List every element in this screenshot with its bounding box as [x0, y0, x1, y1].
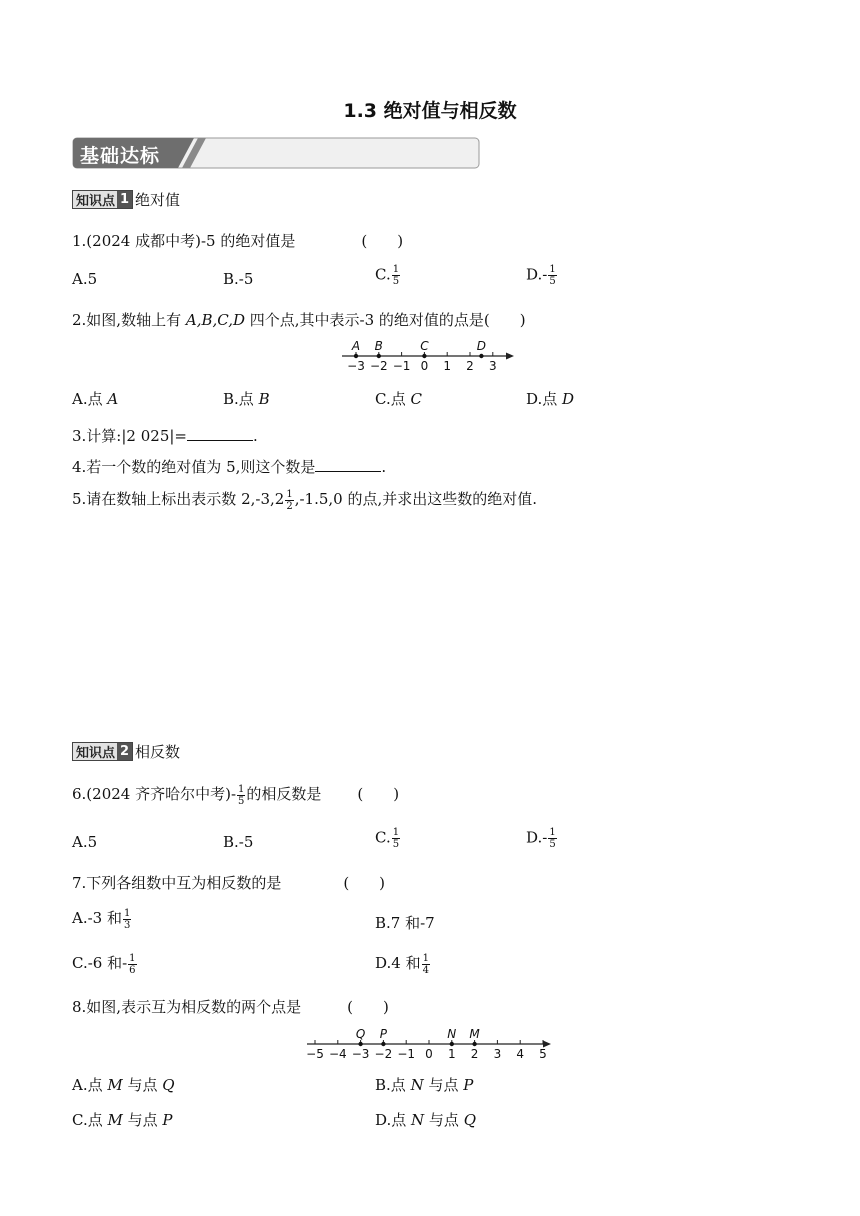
- axis-tick-label: −1: [392, 359, 411, 373]
- axis-tick-label: 3: [493, 1047, 502, 1061]
- point-label: D: [476, 339, 487, 353]
- point-marker: [358, 1042, 362, 1046]
- point-marker: [377, 354, 381, 358]
- point-marker: [381, 1042, 385, 1046]
- point-label: N: [447, 1027, 457, 1041]
- q1-option-d: D.- $\frac{1}{5}$: [526, 264, 556, 287]
- knowledge-point-number: 2: [117, 743, 132, 760]
- axis-tick-label: −2: [374, 1047, 393, 1061]
- knowledge-point-label: 绝对值: [135, 190, 181, 209]
- point-label: B: [374, 339, 383, 353]
- q6-option-c: C. $\frac{1}{5}$: [375, 827, 400, 850]
- question-3-stem: 3.计算:|2 025|= .: [72, 427, 258, 445]
- q8-option-a: A.点 M 与点 Q: [72, 1076, 175, 1094]
- q7-option-d: D.4 和 $\frac{1}{4}$: [375, 952, 429, 976]
- axis-tick-label: −1: [397, 1047, 416, 1061]
- axis-arrow: [506, 353, 514, 360]
- q8-option-d: D.点 N 与点 Q: [375, 1111, 477, 1129]
- point-label: M: [469, 1027, 480, 1041]
- point-label: P: [379, 1027, 388, 1041]
- point-marker: [354, 354, 358, 358]
- axis-tick-label: 1: [447, 1047, 456, 1061]
- q6-option-a: A.5: [72, 833, 98, 851]
- point-marker: [479, 354, 483, 358]
- number-line-q2: [340, 336, 520, 374]
- knowledge-point-2: [72, 741, 180, 761]
- axis-tick-label: −3: [347, 359, 365, 373]
- q7-option-a: A.-3 和 $\frac{1}{3}$: [72, 907, 131, 931]
- axis-tick-label: 0: [420, 359, 429, 373]
- question-1-stem: 1.(2024 成都中考)-5 的绝对值是 ( ): [72, 232, 404, 250]
- question-4-stem: 4.若一个数的绝对值为 5,则这个数是 .: [72, 458, 387, 476]
- point-label: C: [420, 339, 429, 353]
- axis-tick-label: 0: [425, 1047, 433, 1061]
- axis-tick-label: 1: [443, 359, 452, 373]
- q1-option-a: A.5: [72, 270, 98, 288]
- point-marker: [422, 354, 426, 358]
- axis-tick-label: −4: [328, 1047, 347, 1061]
- section-banner-title: 基础达标: [80, 145, 161, 167]
- q6-option-d: D.- $\frac{1}{5}$: [526, 827, 556, 850]
- knowledge-point-number: 1: [117, 191, 132, 208]
- question-5-stem: 5.请在数轴上标出表示数 2,-3,2 $\frac{1}{2}$ ,-1.5,0 的点,并求出这些数的绝对值.: [72, 488, 538, 512]
- q1-option-b: B.-5: [223, 270, 254, 288]
- axis-tick-label: 3: [488, 359, 497, 373]
- q8-option-c: C.点 M 与点 P: [72, 1111, 173, 1129]
- q8-option-b: B.点 N 与点 P: [375, 1076, 474, 1094]
- question-8-stem: 8.如图,表示互为相反数的两个点是 ( ): [72, 998, 389, 1016]
- q7-option-b: B.7 和-7: [375, 914, 435, 932]
- point-label: Q: [355, 1027, 366, 1041]
- axis-tick-label: 5: [539, 1047, 547, 1061]
- q2-option-a: A.点 A: [72, 390, 119, 408]
- question-2-stem: 2.如图,数轴上有 A,B,C,D 四个点,其中表示-3 的绝对值的点是( ): [72, 311, 526, 329]
- q2-option-c: C.点 C: [375, 390, 422, 408]
- page-title: 1.3 绝对值与相反数: [343, 100, 517, 122]
- axis-tick-label: −5: [306, 1047, 324, 1061]
- axis-tick-label: −2: [369, 359, 388, 373]
- question-6-stem: 6.(2024 齐齐哈尔中考)- $\frac{1}{5}$ 的相反数是 ( ): [72, 783, 400, 807]
- axis-tick-label: 2: [466, 359, 474, 373]
- q7-option-c: C.-6 和- $\frac{1}{6}$: [72, 952, 136, 976]
- q2-option-d: D.点 D: [526, 390, 575, 408]
- q2-option-b: B.点 B: [223, 390, 270, 408]
- knowledge-point-label: 相反数: [135, 742, 181, 761]
- axis-tick-label: 4: [516, 1047, 525, 1061]
- q6-option-b: B.-5: [223, 833, 254, 851]
- number-line-q8: [305, 1022, 557, 1062]
- answer-blank[interactable]: [187, 426, 253, 441]
- point-marker: [450, 1042, 454, 1046]
- axis-tick-label: −3: [351, 1047, 370, 1061]
- question-7-stem: 7.下列各组数中互为相反数的是 ( ): [72, 874, 386, 892]
- answer-blank[interactable]: [315, 457, 381, 472]
- axis-tick-label: 2: [470, 1047, 479, 1061]
- point-label: A: [351, 339, 361, 353]
- knowledge-point-tag: 知识点 1: [72, 190, 133, 209]
- knowledge-point-tag: 知识点 2: [72, 742, 133, 761]
- q1-option-c: C. $\frac{1}{5}$: [375, 264, 400, 287]
- knowledge-point-1: [72, 189, 180, 209]
- point-marker: [472, 1042, 476, 1046]
